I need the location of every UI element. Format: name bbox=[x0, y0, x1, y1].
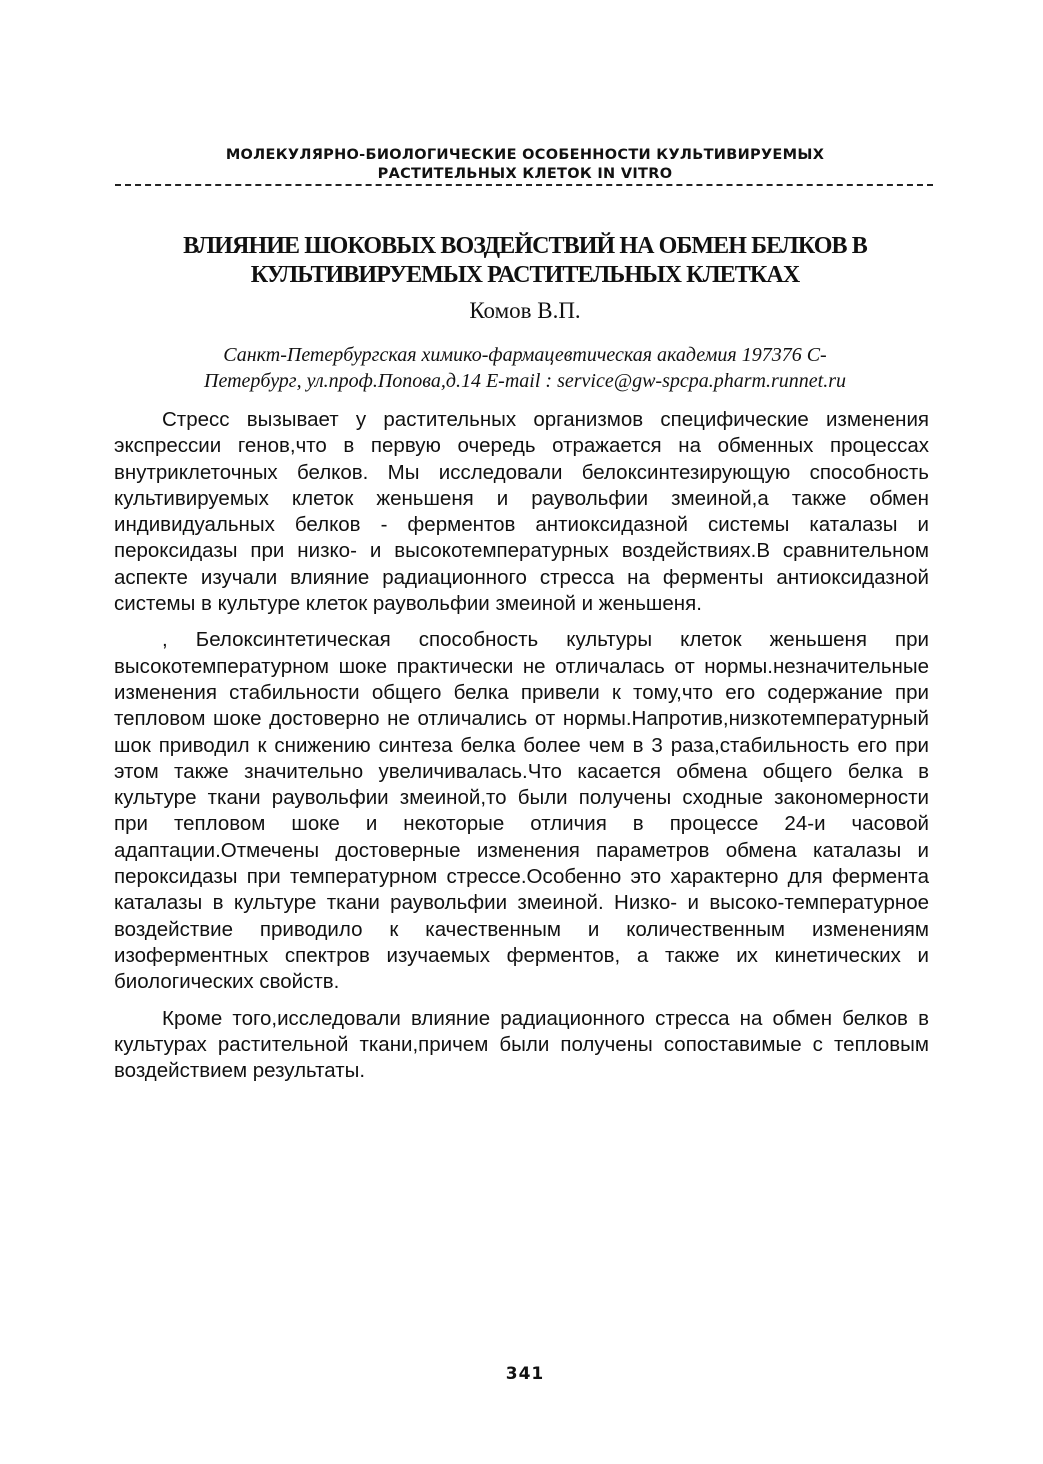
article-title bbox=[120, 232, 930, 290]
title-line-1: ВЛИЯНИЕ ШОКОВЫХ ВОЗДЕЙСТВИЙ НА ОБМЕН БЕЛКОВ В bbox=[183, 233, 867, 259]
affiliation-line-2: Петербург, ул.проф.Попова,д.14 E-mail : service@gw-spcpa.pharm.runnet.ru bbox=[204, 370, 846, 392]
paragraph-1: Стресс вызывает у растительных организмов специфические изменения экспрессии генов,что в первую очередь отражается на обменных процессах внутриклеточных белков. Мы исследовали белоксинтезирующую способность культивируемых клеток женьшеня и раувольфии змеиной,а также обмен индивидуальных белков - ферментов антиоксидазной системы каталазы и пероксидазы при низко- и высокотемпературных воздействиях.В сравнительном аспекте изучали влияние радиационного стресса на ферменты антиоксидазной системы в культуре клеток раувольфии змеиной и женьшеня. bbox=[114, 408, 929, 616]
running-head-line-1: МОЛЕКУЛЯРНО-БИОЛОГИЧЕСКИЕ ОСОБЕННОСТИ КУЛЬТИВИРУЕМЫХ bbox=[225, 147, 825, 163]
paragraph-3: Кроме того,исследовали влияние радиационного стресса на обмен белков в культурах растительной ткани,причем были получены сопоставимые с тепловым воздействием результаты. bbox=[114, 1006, 929, 1083]
article-body bbox=[114, 407, 929, 1094]
running-head bbox=[115, 146, 935, 184]
affiliation bbox=[120, 342, 930, 394]
author: Комов В.П. bbox=[469, 298, 581, 323]
title-line-2: КУЛЬТИВИРУЕМЫХ РАСТИТЕЛЬНЫХ КЛЕТКАХ bbox=[250, 262, 800, 288]
header-rule bbox=[115, 184, 933, 186]
paragraph-2: , Белоксинтетическая способность культуры клеток женьшеня при высокотемпературном шоке практически не отличалась от нормы.незначительные изменения стабильности общего белка привели к тому,что его содержание при тепловом шоке достоверно не отличались от нормы.Напротив,низкотемпературный шок приводил к снижению синтеза белка более чем в 3 раза,стабильность его при этом также значительно увеличивалась.Что касается обмена общего белка в культуре ткани раувольфии змеиной,то были получены сходные закономерности при тепловом шоке и некоторые отличия в процессе 24-и часовой адаптации.Отмечены достоверные изменения параметров обмена каталазы и пероксидазы при температурном стрессе.Особенно это характерно для фермента каталазы в культуре ткани раувольфии змеиной. Низко- и высоко-температурное воздействие приводило к качественным и количественным изменениям изоферментных спектров изучаемых ферментов, а также их кинетических и биологических свойств. bbox=[114, 628, 929, 994]
page-number: 341 bbox=[505, 1364, 545, 1384]
affiliation-line-1: Санкт-Петербургская химико-фармацевтическая академия 197376 С- bbox=[223, 344, 827, 366]
running-head-line-2: РАСТИТЕЛЬНЫХ КЛЕТОК IN VITRO bbox=[377, 166, 673, 182]
